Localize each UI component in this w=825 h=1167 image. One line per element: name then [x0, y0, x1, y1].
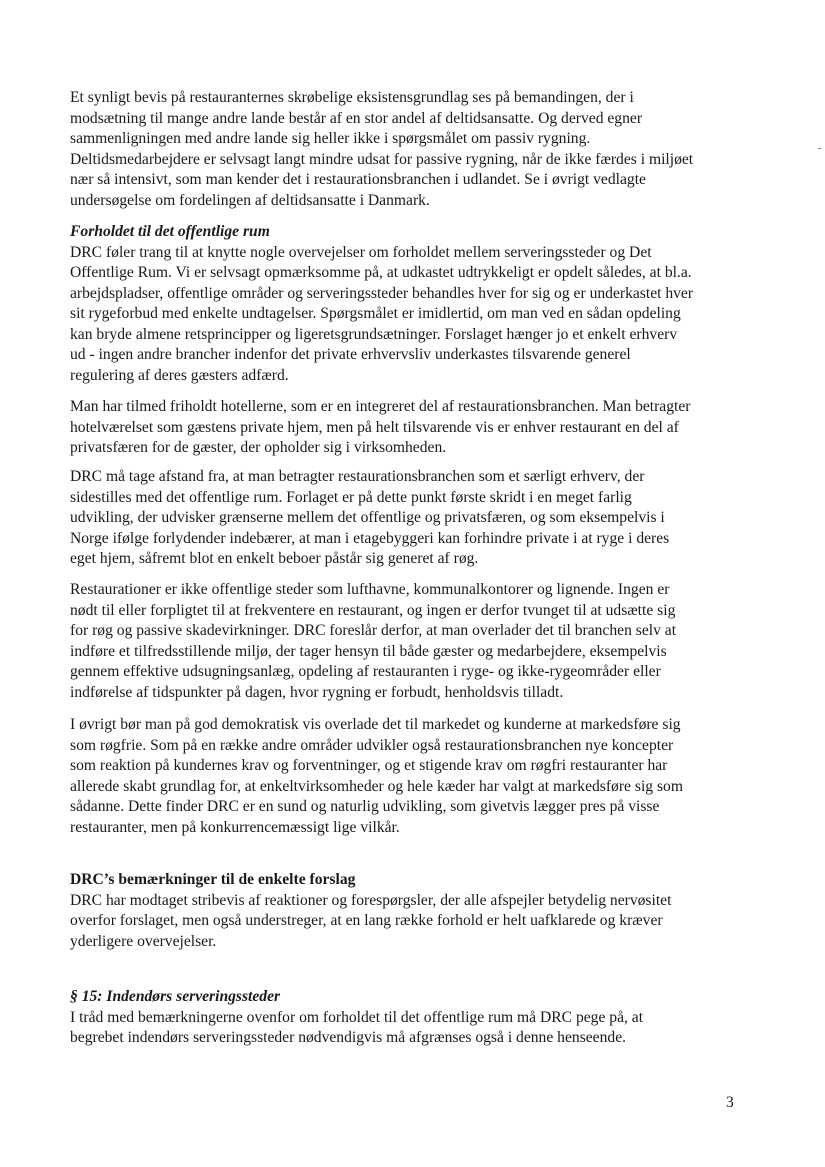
scan-margin-mark	[818, 148, 821, 149]
text-line: for røg og passive skadevirkninger. DRC foreslår derfor, at man overlader det til branchen selv at	[70, 622, 677, 639]
text-line: som røgfrie. Som på en række andre områder udvikler også restaurationsbranchen nye koncepter	[70, 736, 674, 754]
text-line: DRC må tage afstand fra, at man betragter restaurationsbranchen som et særligt erhverv, der	[70, 468, 645, 485]
text-line: sammenligningen med andre lande sig heller ikke i spørgsmålet om passiv rygning.	[70, 130, 591, 147]
text-line: Man har tilmed friholdt hotellerne, som er en integreret del af restaurationsbranchen. Man betragter	[70, 398, 691, 415]
text-line: overfor forslaget, men også understreger, at en lang række forhold er helt uafklarede og kræver	[70, 912, 663, 929]
paragraph-market	[70, 715, 730, 838]
section-public-space	[70, 222, 730, 386]
text-line: sit rygeforbud med enkelte undtagelser. Spørgsmålet er imidlertid, om man ved en sådan opdeling	[70, 305, 681, 322]
text-line: allerede skabt grundlag for, at enkeltvirksomheder og hele kæder har valgt at markedsføre sig som	[70, 777, 683, 795]
section-heading: § 15: Indendørs serveringssteder	[70, 988, 281, 1005]
text-line: arbejdspladser, offentlige områder og serveringssteder behandles hver for sig og er underkastet hver	[70, 284, 694, 302]
text-line: DRC har modtaget stribevis af reaktioner og forespørgsler, der alle afspejler betydelig nervøsitet	[70, 891, 672, 909]
text-line: kan bryde almene retsprincipper og ligeretsgrundsætninger. Forslaget hænger jo et enkelt erhverv	[70, 325, 678, 343]
section-heading: Forholdet til det offentlige rum	[70, 223, 270, 240]
text-line: I tråd med bemærkningerne ovenfor om forholdet til det offentlige rum må DRC pege på, at	[70, 1008, 644, 1026]
text-line: udvikling, der udvisker grænserne mellem det offentlige og privatsfæren, og som eksempelvis i	[70, 509, 665, 526]
text-line: indføre et tilfredsstillende miljø, der tager hensyn til både gæster og medarbejdere, eksempelvis	[70, 642, 667, 660]
paragraph-hotels	[70, 397, 730, 459]
text-line: restauranter, men på konkurrencemæssigt lige vilkår.	[70, 818, 400, 836]
text-line: Et synligt bevis på restauranternes skrøbelige eksistensgrundlag ses på bemandingen, der i	[70, 89, 634, 106]
text-line: indførelse af tidspunkter på dagen, hvor rygning er forbudt, henholdsvis tilladt.	[70, 683, 564, 701]
text-line: nødt til eller forpligtet til at frekventere en restaurant, og ingen er derfor tvunget til at udsætte sig	[70, 601, 676, 619]
text-line: DRC føler trang til at knytte nogle overvejelser om forholdet mellem serveringssteder og Det	[70, 243, 652, 261]
text-line: undersøgelse om fordelingen af deltidsansatte i Danmark.	[70, 191, 430, 209]
text-line: eget hjem, såfremt blot en enkelt beboer påstår sig generet af røg.	[70, 550, 479, 567]
text-line: Restaurationer er ikke offentlige steder som lufthavne, kommunalkontorer og lignende. Ingen er	[70, 581, 670, 598]
text-line: privatsfæren for de gæster, der opholder sig i virksomheden.	[70, 439, 447, 456]
text-line: regulering af deres gæsters adfærd.	[70, 366, 289, 384]
page-number: 3	[726, 1094, 734, 1111]
section-paragraph-15	[70, 987, 730, 1049]
text-line: nær så intensivt, som man kender det i restaurationsbranchen i udlandet. Se i øvrigt vedlagte	[70, 171, 646, 188]
section-drc-remarks	[70, 870, 730, 952]
text-line: begrebet indendørs serveringssteder nødvendigvis må afgrænses også i denne henseende.	[70, 1029, 627, 1046]
text-line: som reaktion på kundernes krav og forventninger, og et stigende krav om røgfri restauranter har	[70, 757, 668, 774]
text-line: gennem effektive udsugningsanlæg, opdeling af restauranten i ryge- og ikke-rygeområder eller	[70, 663, 661, 680]
section-heading: DRC’s bemærkninger til de enkelte forslag	[70, 871, 356, 888]
text-line: hotelværelset som gæstens private hjem, men på helt tilsvarende vis er enhver restaurant en del af	[70, 418, 679, 436]
text-line: yderligere overvejelser.	[70, 932, 217, 950]
paragraph-staffing	[70, 88, 730, 211]
text-line: Deltidsmedarbejdere er selvsagt langt mindre udsat for passive rygning, når de ikke færdes i miljøet	[70, 150, 694, 168]
text-line: sådanne. Dette finder DRC er en sund og naturlig udvikling, som givetvis lægger pres på visse	[70, 798, 660, 815]
text-line: ud - ingen andre brancher indenfor det private erhvervsliv underkastes tilsvarende generel	[70, 346, 631, 363]
text-line: sidestilles med det offentlige rum. Forlaget er på dette punkt første skridt i en meget farlig	[70, 488, 632, 506]
text-line: Norge ifølge forlydender indebærer, at man i etagebyggeri kan forhindre private i at ryge i deres	[70, 529, 670, 547]
text-line: I øvrigt bør man på god demokratisk vis overlade det til markedet og kunderne at markedsføre sig	[70, 716, 681, 733]
paragraph-not-public	[70, 580, 730, 703]
paragraph-distance	[70, 467, 730, 570]
text-line: Offentlige Rum. Vi er selvsagt opmærksomme på, at udkastet udtrykkeligt er opdelt således, at bl.a.	[70, 264, 692, 281]
text-line: modsætning til mange andre lande består af en stor andel af deltidsansatte. Og derved egner	[70, 109, 643, 127]
